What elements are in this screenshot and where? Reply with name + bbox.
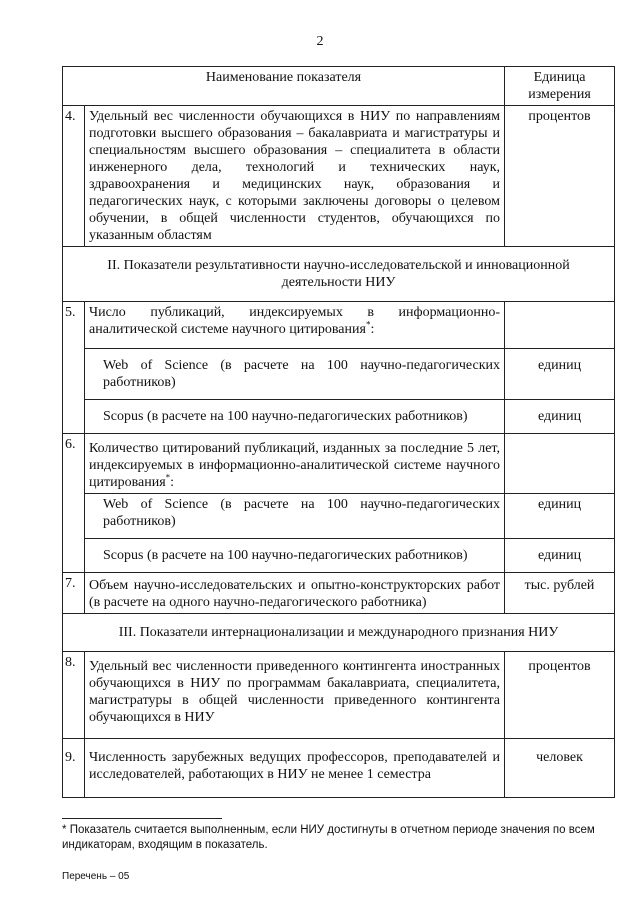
row-unit: процентов [505, 652, 615, 739]
row-text: Scopus (в расчете на 100 научно-педагогических работников) [85, 539, 505, 573]
page-number: 2 [316, 34, 324, 49]
row-text: Web of Science (в расчете на 100 научно-педагогических работников) [85, 494, 505, 539]
section-title: II. Показатели результативности научно-исследовательской и инновационной деятельности НИУ [63, 247, 615, 302]
row-unit: единиц [505, 349, 615, 400]
row-text [85, 434, 505, 494]
row-text: Численность зарубежных ведущих профессоров, преподавателей и исследователей, работающих в НИУ не менее 1 семестра [85, 739, 505, 798]
row-number: 4. [63, 106, 85, 247]
document-footer: Перечень – 05 [62, 871, 130, 882]
row-text: Объем научно-исследовательских и опытно-конструкторских работ (в расчете на одного научно-педагогического работника) [85, 573, 505, 614]
row-unit: единиц [505, 400, 615, 434]
footnote-mark: * [365, 319, 371, 330]
table-row [63, 434, 615, 494]
table-row [63, 400, 615, 434]
table-row [63, 739, 615, 798]
table-row [63, 349, 615, 400]
row-unit-empty [505, 302, 615, 349]
row-text-tail: : [370, 322, 375, 337]
table-row [63, 106, 615, 247]
row-text-main: Число публикаций, индексируемых в информационно-аналитической системе научного цитирования [89, 305, 500, 337]
row-text: Web of Science (в расчете на 100 научно-педагогических работников) [85, 349, 505, 400]
section-row [63, 614, 615, 652]
row-text-main: Количество цитирований публикаций, изданных за последние 5 лет, индексируемых в информационно-аналитической системе научного цитирования [89, 441, 500, 490]
row-unit: тыс. рублей [505, 573, 615, 614]
table-row [63, 302, 615, 349]
section-title: III. Показатели интернационализации и международного признания НИУ [63, 614, 615, 652]
row-text [85, 302, 505, 349]
row-unit: единиц [505, 539, 615, 573]
indicators-table [62, 66, 615, 798]
row-text-tail: : [170, 475, 175, 490]
row-text: Удельный вес численности обучающихся в НИУ по направлениям подготовки высшего образования – бакалавриата и магистратуры и специальностям высшего образования – специалитета в области инженерного дела, технологий и технических наук, здравоохранения и медицинских наук, образования и педагогических наук, с которыми заключены договоры о целевом обучении, в общей численности студентов, обучающихся по указанным областям [85, 106, 505, 247]
row-unit: человек [505, 739, 615, 798]
header-unit: Единица измерения [505, 67, 615, 106]
row-unit: единиц [505, 494, 615, 539]
row-number: 5. [63, 302, 85, 434]
row-number: 7. [63, 573, 85, 614]
row-number: 6. [63, 434, 85, 573]
row-number: 9. [63, 739, 85, 798]
section-row [63, 247, 615, 302]
row-unit-empty [505, 434, 615, 494]
row-unit: процентов [505, 106, 615, 247]
table-row [63, 539, 615, 573]
footnote-divider [62, 818, 222, 819]
footnote [62, 823, 614, 853]
table-row [63, 573, 615, 614]
footnote-mark: * [165, 472, 171, 483]
header-name: Наименование показателя [63, 67, 505, 106]
footnote-mark: * [62, 824, 67, 836]
table-row [63, 494, 615, 539]
table-row [63, 652, 615, 739]
row-number: 8. [63, 652, 85, 739]
footnote-text: Показатель считается выполненным, если НИУ достигнуты в отчетном периоде значения по всем индикаторам, входящим в показатель. [62, 824, 595, 851]
row-text: Scopus (в расчете на 100 научно-педагогических работников) [85, 400, 505, 434]
table-header-row [63, 67, 615, 106]
row-text: Удельный вес численности приведенного контингента иностранных обучающихся в НИУ по программам бакалавриата, специалитета, магистратуры в общей численности приведенного контингента обучающихся в НИУ [85, 652, 505, 739]
